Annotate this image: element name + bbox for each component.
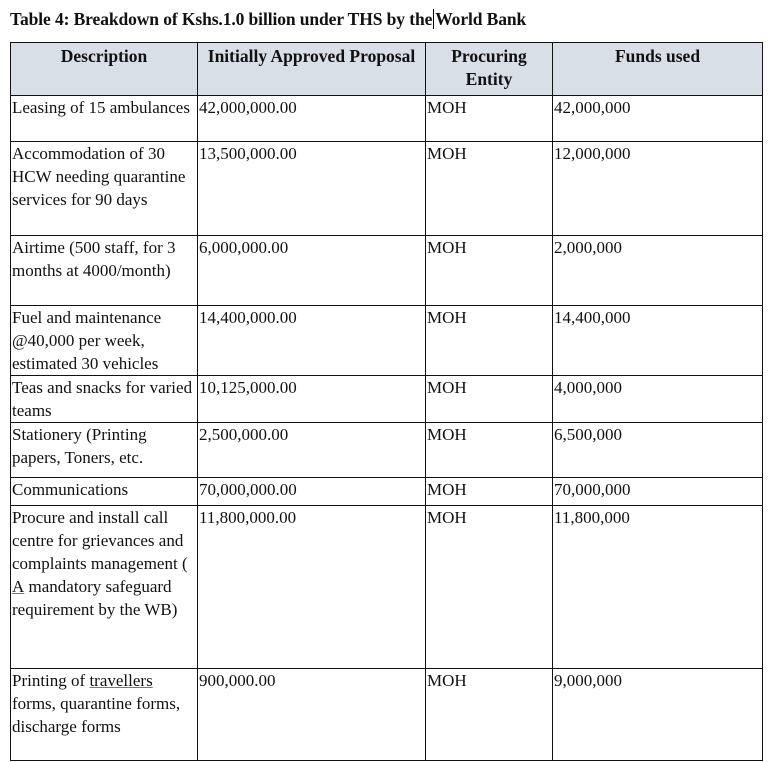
table-row [11,506,763,669]
caption-text-end: World Bank [435,9,527,29]
cell-description [11,506,198,669]
cell-description: Airtime (500 staff, for 3 months at 4000/month) [11,236,198,306]
table-row [11,669,763,761]
cell-entity: MOH [426,506,553,669]
cell-approved: 10,125,000.00 [198,376,426,423]
cell-entity: MOH [426,478,553,506]
table-row [11,306,763,376]
description-text: forms, quarantine forms, discharge forms [12,694,181,736]
cell-approved: 11,800,000.00 [198,506,426,669]
cell-entity: MOH [426,376,553,423]
description-text: Procure and install call centre for grievances and complaints management [12,508,184,573]
table-row [11,376,763,423]
cell-description: Fuel and maintenance @40,000 per week, estimated 30 vehicles [11,306,198,376]
cell-approved: 2,500,000.00 [198,423,426,478]
cell-entity: MOH [426,96,553,142]
cell-description: Communications [11,478,198,506]
breakdown-table [10,42,763,761]
cell-funds-used: 42,000,000 [553,96,763,142]
caption-text: Table 4: Breakdown of Kshs.1.0 billion under THS by the [10,9,433,29]
cell-funds-used: 9,000,000 [553,669,763,761]
header-funds-used: Funds used [553,43,763,96]
cell-funds-used: 12,000,000 [553,142,763,236]
header-description: Description [11,43,198,96]
table-row [11,478,763,506]
cell-funds-used: 14,400,000 [553,306,763,376]
cell-description [11,669,198,761]
description-text: Printing of [12,671,90,690]
header-row [11,43,763,96]
cell-approved: 6,000,000.00 [198,236,426,306]
cell-description: Leasing of 15 ambulances [11,96,198,142]
cell-description: Accommodation of 30 HCW needing quarantine services for 90 days [11,142,198,236]
cell-funds-used: 6,500,000 [553,423,763,478]
cell-entity: MOH [426,142,553,236]
cell-funds-used: 70,000,000 [553,478,763,506]
cell-description: Stationery (Printing papers, Toners, etc. [11,423,198,478]
description-text: mandatory safeguard requirement by the WB) [12,577,178,619]
cell-approved: 900,000.00 [198,669,426,761]
header-entity: Procuring Entity [426,43,553,96]
cell-entity: MOH [426,236,553,306]
table-row [11,423,763,478]
cell-approved: 13,500,000.00 [198,142,426,236]
table-caption [10,9,526,30]
cell-funds-used: 2,000,000 [553,236,763,306]
proofing-underlined-text: ( A [12,554,188,596]
proofing-underlined-text: travellers [89,671,153,690]
cell-funds-used: 4,000,000 [553,376,763,423]
cell-approved: 70,000,000.00 [198,478,426,506]
cell-description: Teas and snacks for varied teams [11,376,198,423]
cell-approved: 14,400,000.00 [198,306,426,376]
cell-approved: 42,000,000.00 [198,96,426,142]
cell-entity: MOH [426,306,553,376]
cell-entity: MOH [426,423,553,478]
table-row [11,236,763,306]
cell-entity: MOH [426,669,553,761]
header-approved: Initially Approved Proposal [198,43,426,96]
cell-funds-used: 11,800,000 [553,506,763,669]
table-row [11,96,763,142]
table-row [11,142,763,236]
